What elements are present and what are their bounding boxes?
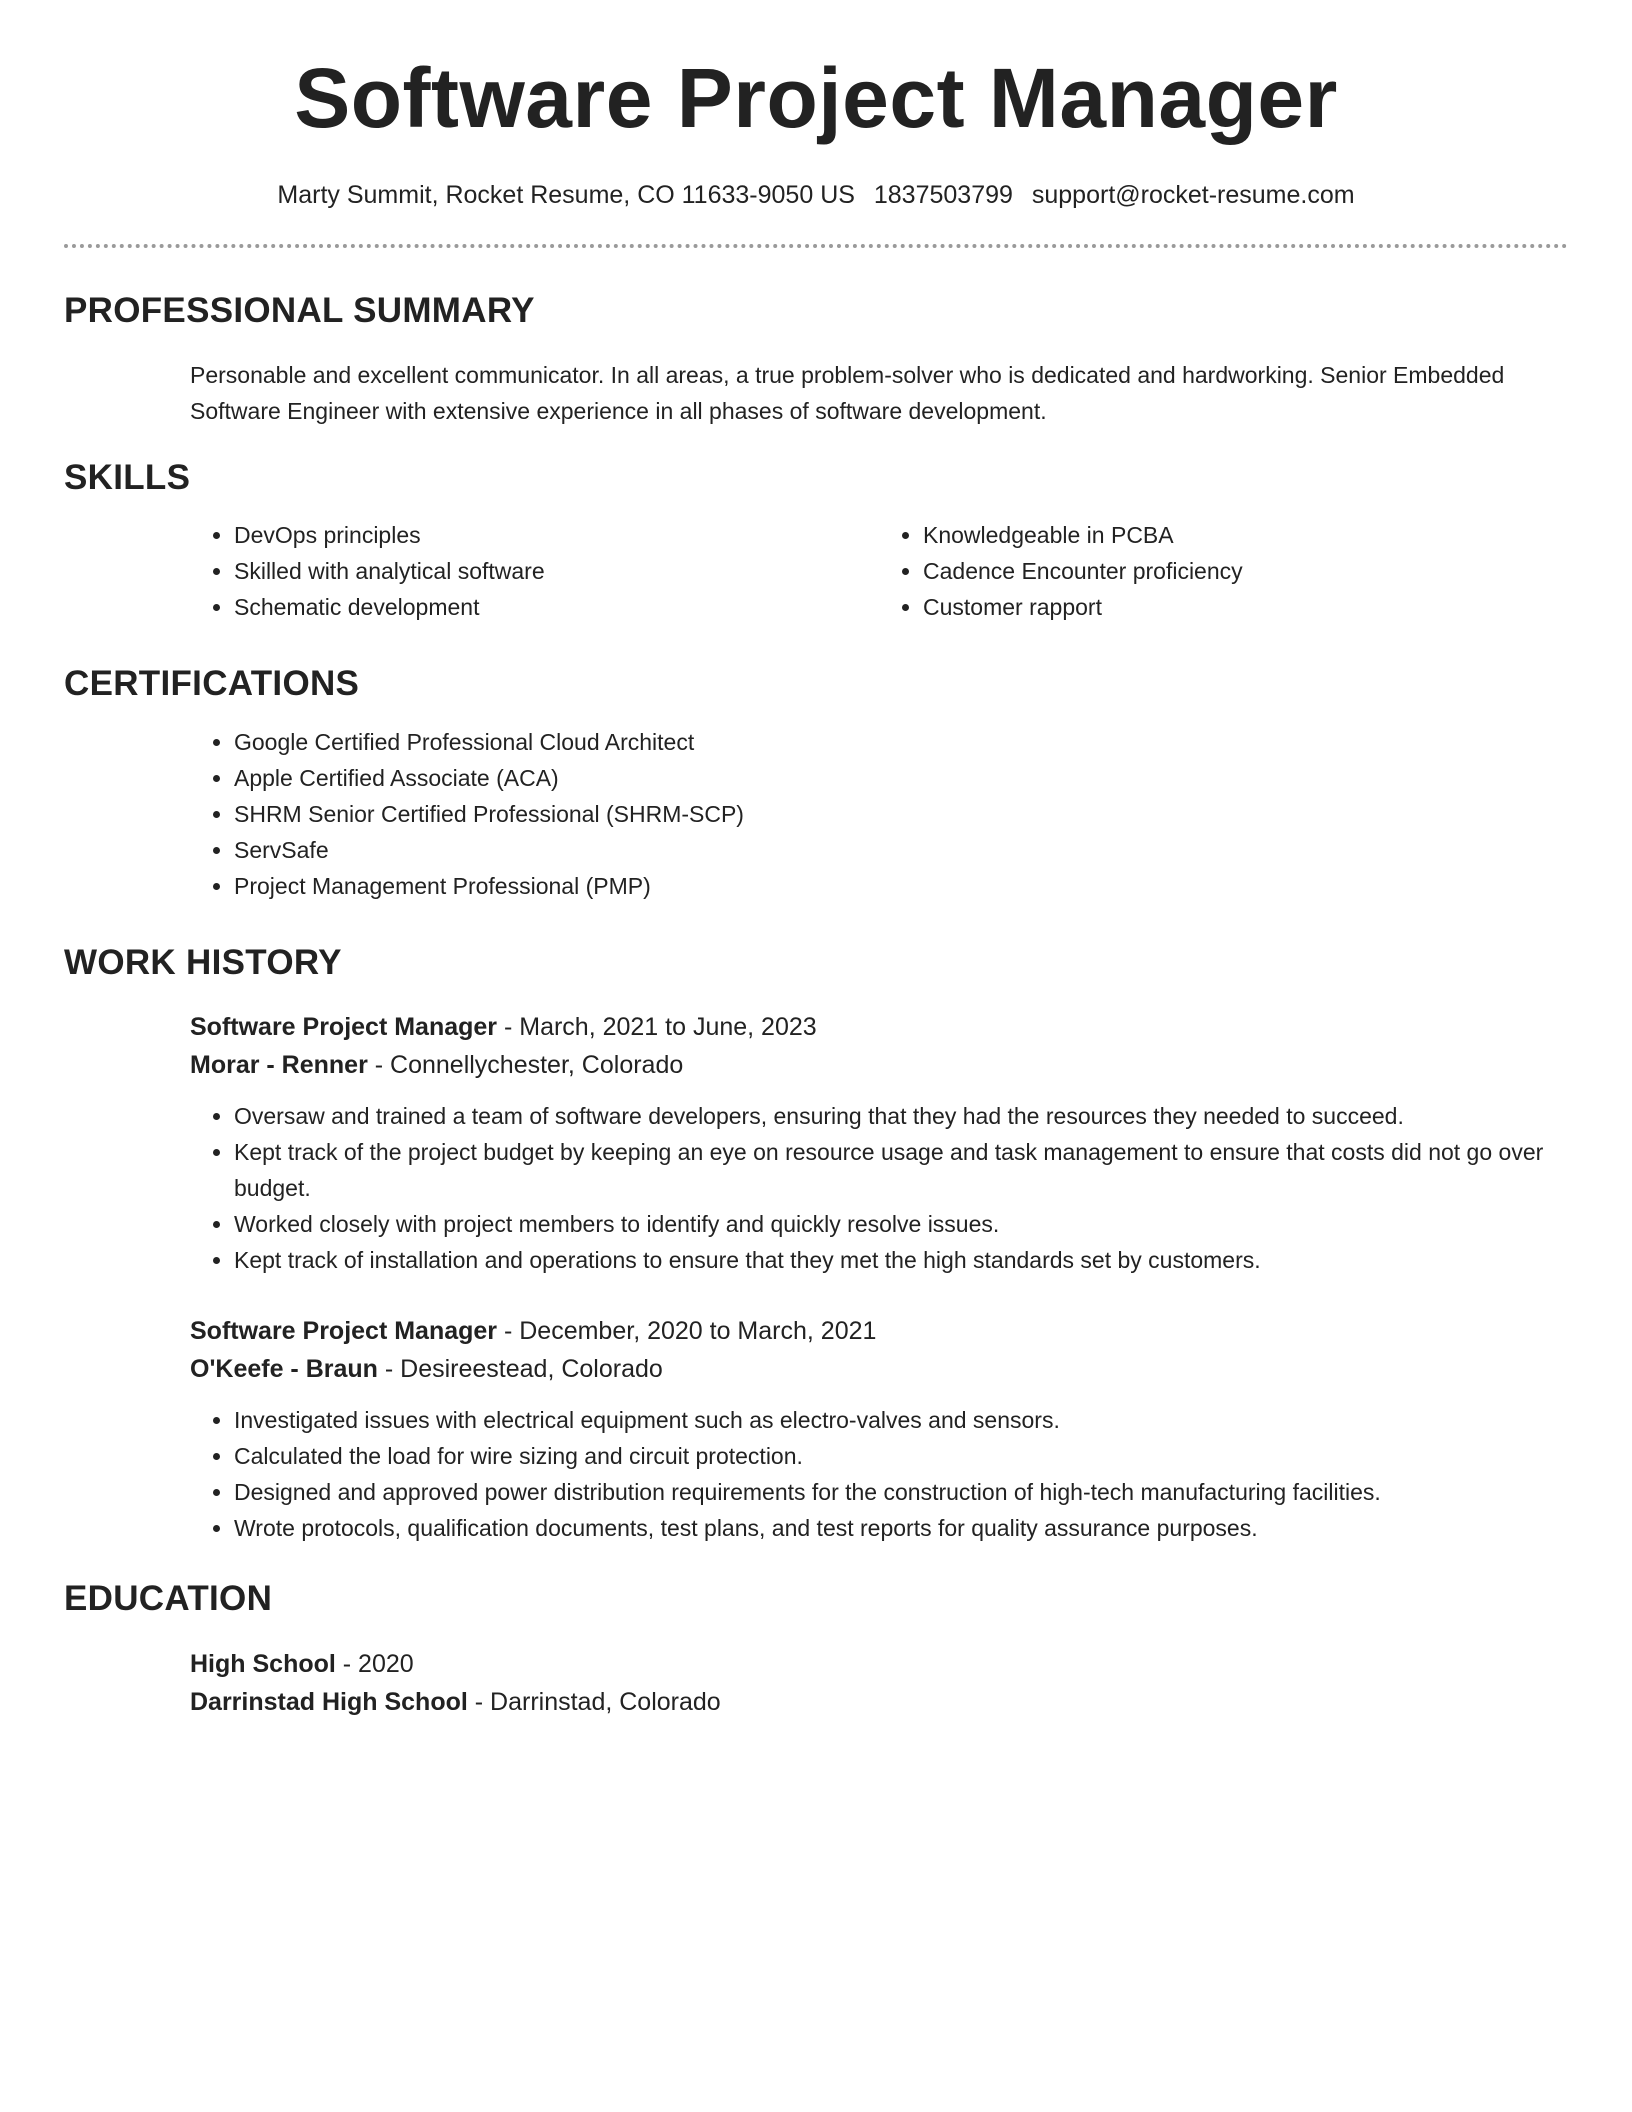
job-dates: - March, 2021 to June, 2023 [497, 1013, 817, 1042]
certifications-heading: CERTIFICATIONS [64, 664, 360, 704]
education-school: Darrinstad High School [190, 1687, 468, 1716]
skills-heading: SKILLS [64, 457, 191, 497]
contact-address: Marty Summit, Rocket Resume, CO 11633-9050 US [277, 181, 855, 210]
education-school-line [190, 1683, 1568, 1721]
job-location: - Desireestead, Colorado [377, 1355, 663, 1384]
skills-list-right [879, 517, 1568, 625]
job-bullet: • Oversaw and trained a team of software developers, ensuring that they had the resources they needed to succeed. [234, 1098, 1568, 1134]
header-divider [64, 244, 1568, 248]
resume-title: Software Project Manager [294, 51, 1338, 145]
job-bullet: • Kept track of installation and operations to ensure that they met the high standards set by customers. [234, 1242, 1568, 1278]
job-bullet: • Designed and approved power distribution requirements for the construction of high-tech manufacturing facilities. [234, 1474, 1568, 1510]
education-year: - 2020 [335, 1649, 414, 1678]
summary-heading: PROFESSIONAL SUMMARY [64, 291, 535, 331]
job-bullet: • Worked closely with project members to identify and quickly resolve issues. [234, 1206, 1568, 1242]
job-bullet: • Investigated issues with electrical equipment such as electro-valves and sensors. [234, 1402, 1568, 1438]
education-location: - Darrinstad, Colorado [467, 1687, 721, 1716]
job-bullets [190, 1402, 1568, 1546]
resume-header [64, 0, 1568, 210]
skills-section [64, 459, 1568, 626]
job-location: - Connellychester, Colorado [367, 1051, 684, 1080]
job-company-line [190, 1046, 1568, 1084]
education-degree-line [190, 1645, 1568, 1683]
summary-section [64, 292, 1568, 429]
certification-item: • ServSafe [234, 832, 1568, 868]
summary-text: Personable and excellent communicator. In all areas, a true problem-solver who is dedicated and hardworking. Senior Embedded Software Engineer with extensive experience in all phases of software development. [190, 361, 1505, 424]
skill-item: • DevOps principles [234, 517, 879, 553]
contact-phone: 1837503799 [873, 181, 1013, 210]
skill-item: • Customer rapport [923, 589, 1568, 625]
job-company: O'Keefe - Braun [190, 1355, 378, 1384]
certification-item: • Project Management Professional (PMP) [234, 868, 1568, 904]
job-bullet: • Wrote protocols, qualification documents, test plans, and test reports for quality assurance purposes. [234, 1510, 1568, 1546]
work-section [64, 944, 1568, 1547]
certifications-list [190, 724, 1568, 904]
contact-line [64, 180, 1568, 210]
education-degree: High School [190, 1649, 336, 1678]
education-heading: EDUCATION [64, 1579, 273, 1619]
job-company-line [190, 1350, 1568, 1388]
job-bullet: • Kept track of the project budget by keeping an eye on resource usage and task management to ensure that costs did not go over budget. [234, 1134, 1568, 1206]
job-role: Software Project Manager [190, 1013, 498, 1042]
certification-item: • Apple Certified Associate (ACA) [234, 760, 1568, 796]
job-company: Morar - Renner [190, 1051, 368, 1080]
skill-item: • Knowledgeable in PCBA [923, 517, 1568, 553]
education-section [64, 1580, 1568, 1721]
job-title-line [190, 1312, 1568, 1350]
job-role: Software Project Manager [190, 1317, 498, 1346]
skill-item: • Skilled with analytical software [234, 553, 879, 589]
job-entry [190, 1312, 1568, 1546]
job-title-line [190, 1008, 1568, 1046]
skill-item: • Schematic development [234, 589, 879, 625]
skills-grid [64, 517, 1568, 625]
job-bullets [190, 1098, 1568, 1278]
skill-item: • Cadence Encounter proficiency [923, 553, 1568, 589]
work-heading: WORK HISTORY [64, 942, 342, 982]
certifications-section [64, 665, 1568, 904]
certification-item: • Google Certified Professional Cloud Architect [234, 724, 1568, 760]
contact-email: support@rocket-resume.com [1031, 181, 1355, 210]
skills-list-left [190, 517, 879, 625]
job-entry [190, 1008, 1568, 1278]
certification-item: • SHRM Senior Certified Professional (SHRM-SCP) [234, 796, 1568, 832]
job-dates: - December, 2020 to March, 2021 [497, 1317, 877, 1346]
job-bullet: • Calculated the load for wire sizing and circuit protection. [234, 1438, 1568, 1474]
